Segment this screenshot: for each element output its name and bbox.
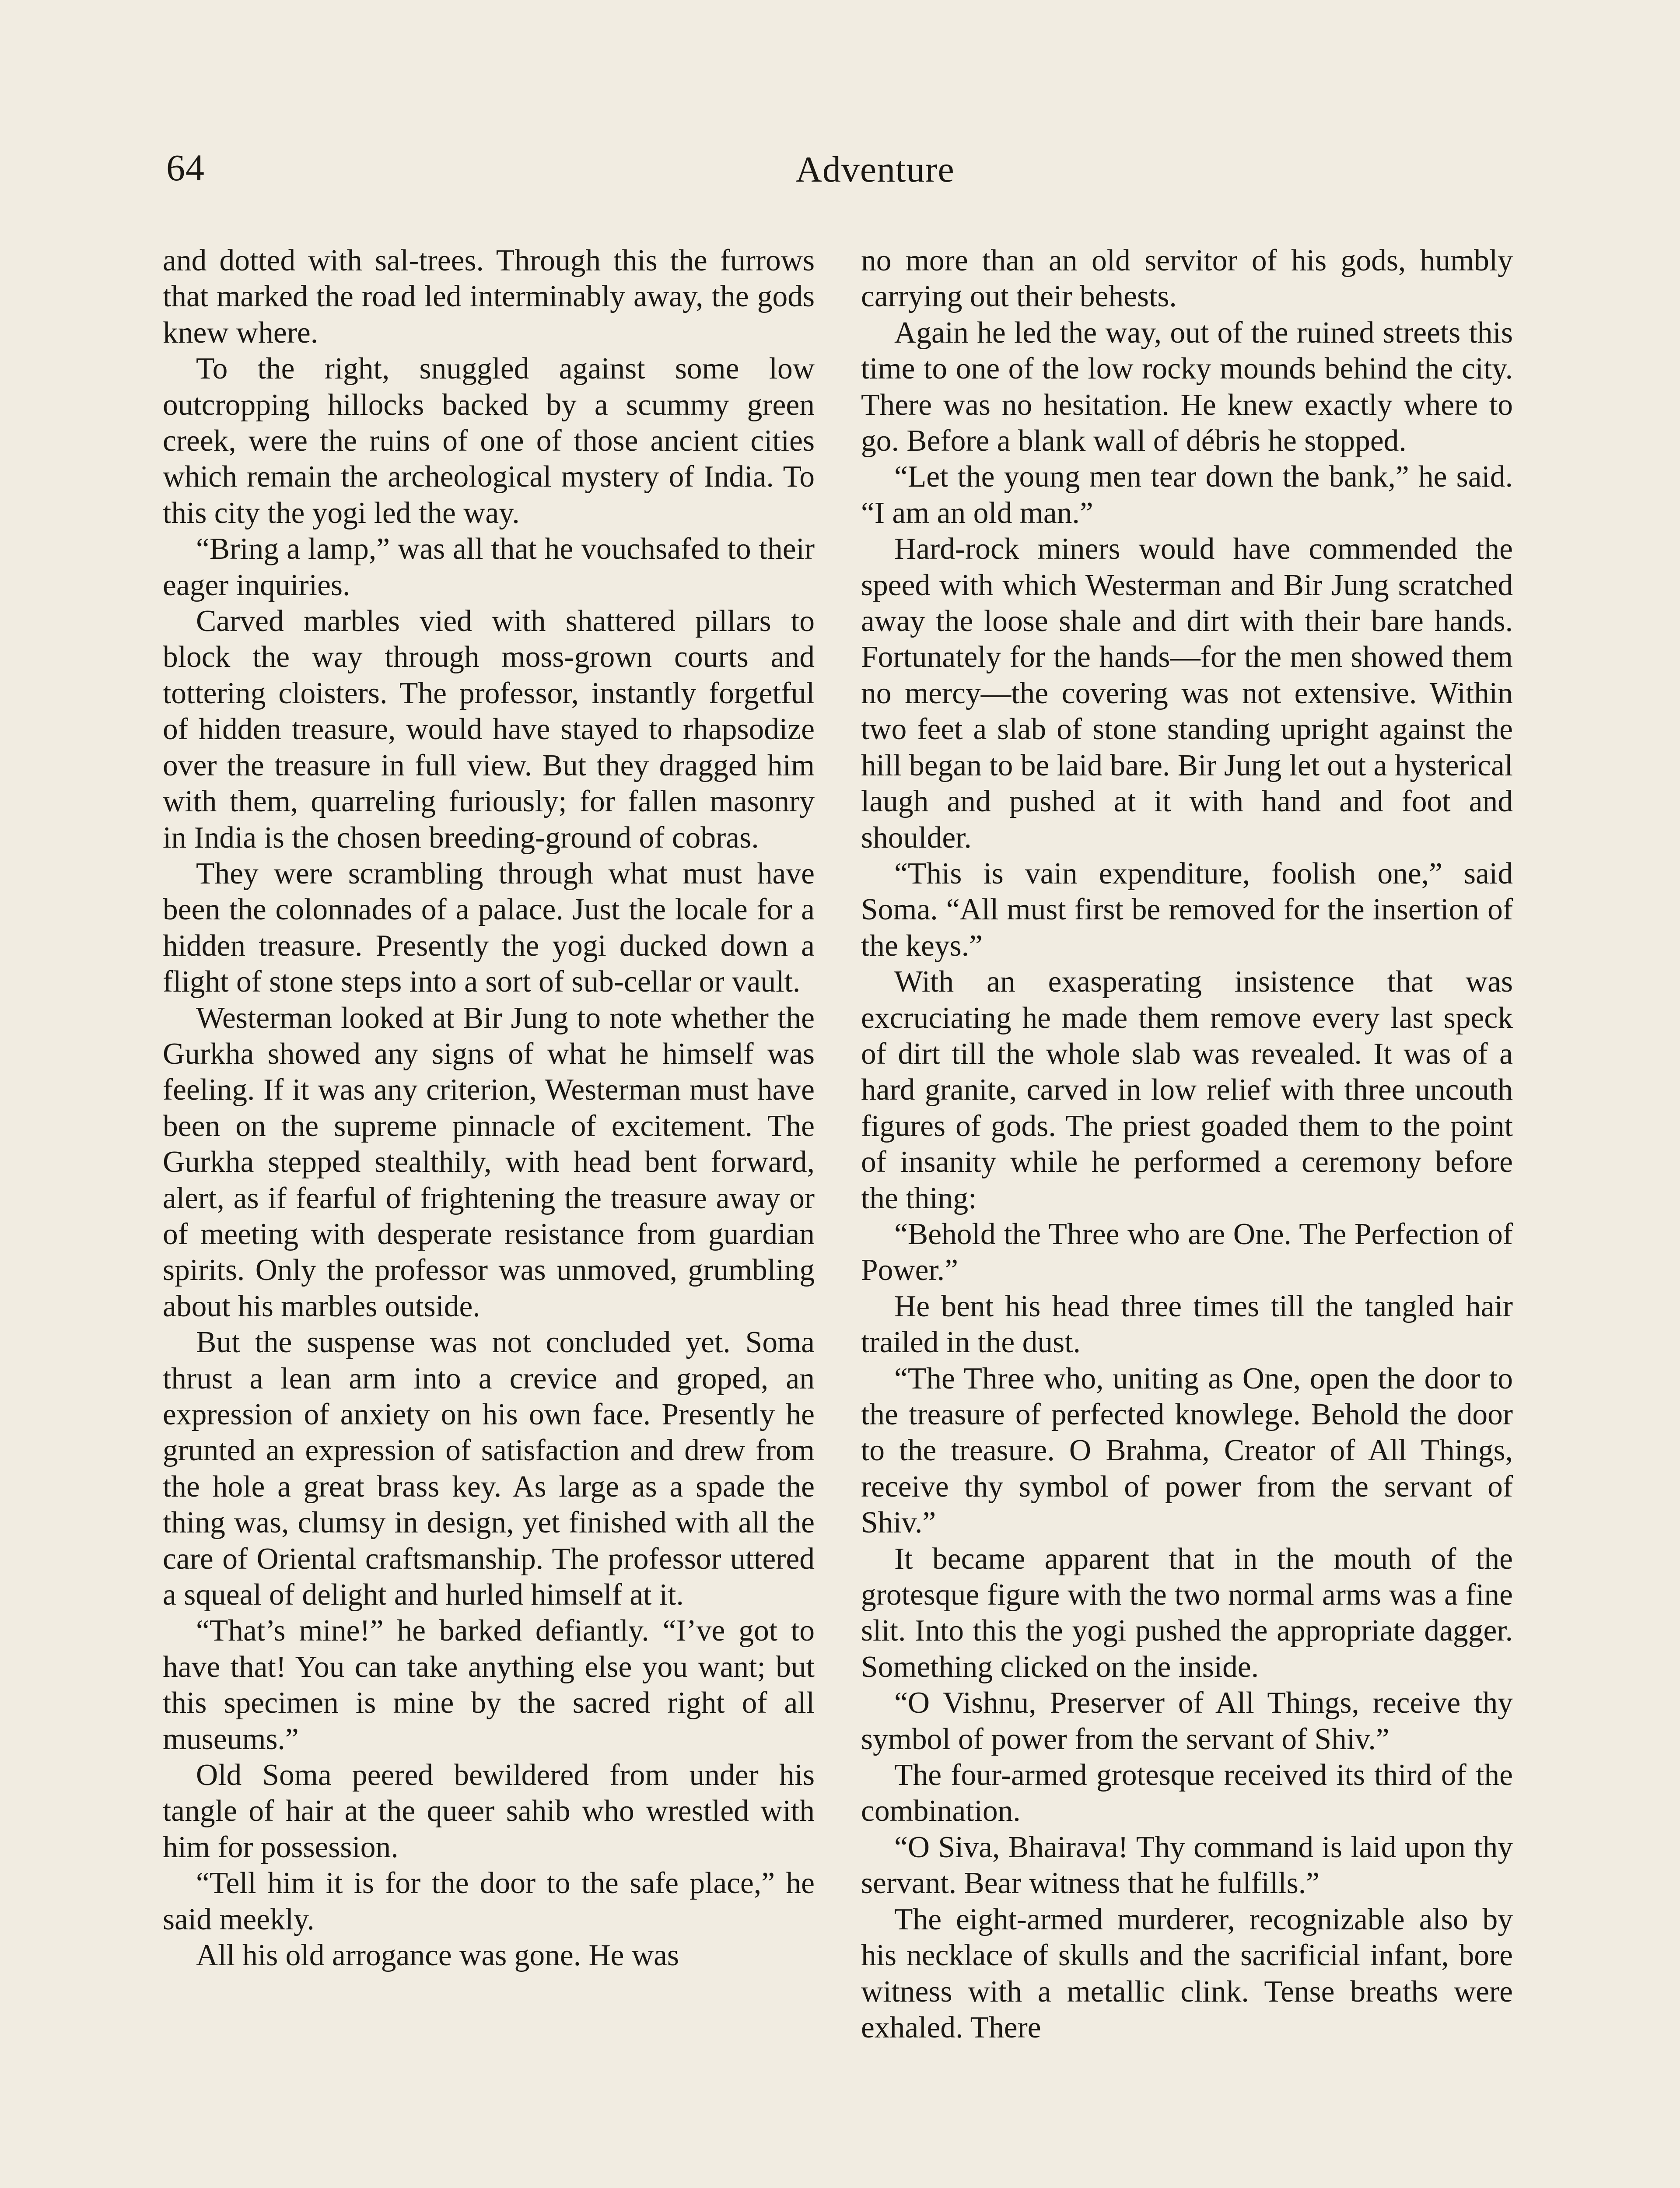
paragraph: “Let the young men tear down the bank,” he said. “I am an old man.” [861,460,1513,530]
paragraph: Again he led the way, out of the ruined streets this time to one of the low rocky mounds behind the city. There was no hesitation. He knew exactly where to go. Before a blank wall of débris he stopped. [861,316,1513,458]
paragraph: no more than an old servitor of his gods, humbly carrying out their behests. [861,244,1513,314]
paragraph: “That’s mine!” he barked defiantly. “I’ve got to have that! You can take anything else you want; but this specimen is mine by the sacred right of all museums.” [163,1614,815,1756]
paragraph: “Bring a lamp,” was all that he vouchsafed to their eager inquiries. [163,532,815,602]
paragraph: Hard-rock miners would have commended the speed with which Westerman and Bir Jung scratched away the loose shale and dirt with their bare hands. Fortunately for the hands—for the men showed them no mercy—the covering was not extensive. Within two feet a slab of stone standing upright against the hill began to be laid bare. Bir Jung let out a hysterical laugh and pushed at it with hand and foot and shoulder. [861,532,1513,855]
page-number: 64 [166,147,205,189]
paragraph: But the suspense was not concluded yet. Soma thrust a lean arm into a crevice and groped, an expression of anxiety on his own face. Presently he grunted an expression of satisfaction and drew from the hole a great brass key. As large as a spade the thing was, clumsy in design, yet finished with all the care of Oriental craftsmanship. The professor uttered a squeal of delight and hurled himself at it. [163,1325,815,1612]
paragraph: The four-armed grotesque received its third of the combination. [861,1758,1513,1828]
paragraph: and dotted with sal-trees. Through this the furrows that marked the road led interminably away, the gods knew where. [163,244,815,350]
paragraph: “Behold the Three who are One. The Perfection of Power.” [861,1217,1513,1287]
paragraph: Westerman looked at Bir Jung to note whether the Gurkha showed any signs of what he himself was feeling. If it was any criterion, Westerman must have been on the supreme pinnacle of excitement. The Gurkha stepped stealthily, with head bent forward, alert, as if fearful of frightening the treasure away or of meeting with desperate resistance from guardian spirits. Only the professor was unmoved, grumbling about his marbles outside. [163,1001,815,1323]
running-head: Adventure [795,149,955,190]
paragraph: Carved marbles vied with shattered pillars to block the way through moss-grown courts and tottering cloisters. The professor, instantly forgetful of hidden treasure, would have stayed to rhapsodize over the treasure in full view. But they dragged him with them, quarreling furiously; for fallen masonry in India is the chosen breeding-ground of cobras. [163,604,815,855]
paragraph: He bent his head three times till the tangled hair trailed in the dust. [861,1289,1513,1360]
left-column [163,243,815,1974]
paragraph: “The Three who, uniting as One, open the door to the treasure of perfected knowlege. Behold the door to the treasure. O Brahma, Creator of All Things, receive thy symbol of power from the servant of Shiv.” [861,1361,1513,1540]
paragraph: “O Siva, Bhairava! Thy command is laid upon thy servant. Bear witness that he fulfills.” [861,1830,1513,1900]
paragraph: The eight-armed murderer, recognizable also by his necklace of skulls and the sacrificial infant, bore witness with a metallic clink. Tense breaths were exhaled. There [861,1902,1513,2044]
paragraph: All his old arrogance was gone. He was [196,1939,679,1973]
paragraph: Old Soma peered bewildered from under his tangle of hair at the queer sahib who wrestled with him for possession. [163,1758,815,1864]
paragraph: They were scrambling through what must have been the colonnades of a palace. Just the locale for a hidden treasure. Presently the yogi ducked down a flight of stone steps into a sort of sub-cellar or vault. [163,856,815,999]
paragraph: With an exasperating insistence that was excruciating he made them remove every last speck of dirt till the whole slab was revealed. It was of a hard granite, carved in low relief with three uncouth figures of gods. The priest goaded them to the point of insanity while he performed a ceremony before the thing: [861,965,1513,1215]
paragraph: To the right, snuggled against some low outcropping hillocks backed by a scummy green creek, were the ruins of one of those ancient cities which remain the archeological mystery of India. To this city the yogi led the way. [163,352,815,530]
paragraph: “This is vain expenditure, foolish one,” said Soma. “All must first be removed for the insertion of the keys.” [861,856,1513,963]
right-column [861,243,1513,2046]
paragraph: It became apparent that in the mouth of the grotesque figure with the two normal arms was a fine slit. Into this the yogi pushed the appropriate dagger. Something clicked on the inside. [861,1542,1513,1684]
paragraph: “Tell him it is for the door to the safe place,” he said meekly. [163,1866,815,1936]
paragraph: “O Vishnu, Preserver of All Things, receive thy symbol of power from the servant of Shiv.” [861,1686,1513,1756]
